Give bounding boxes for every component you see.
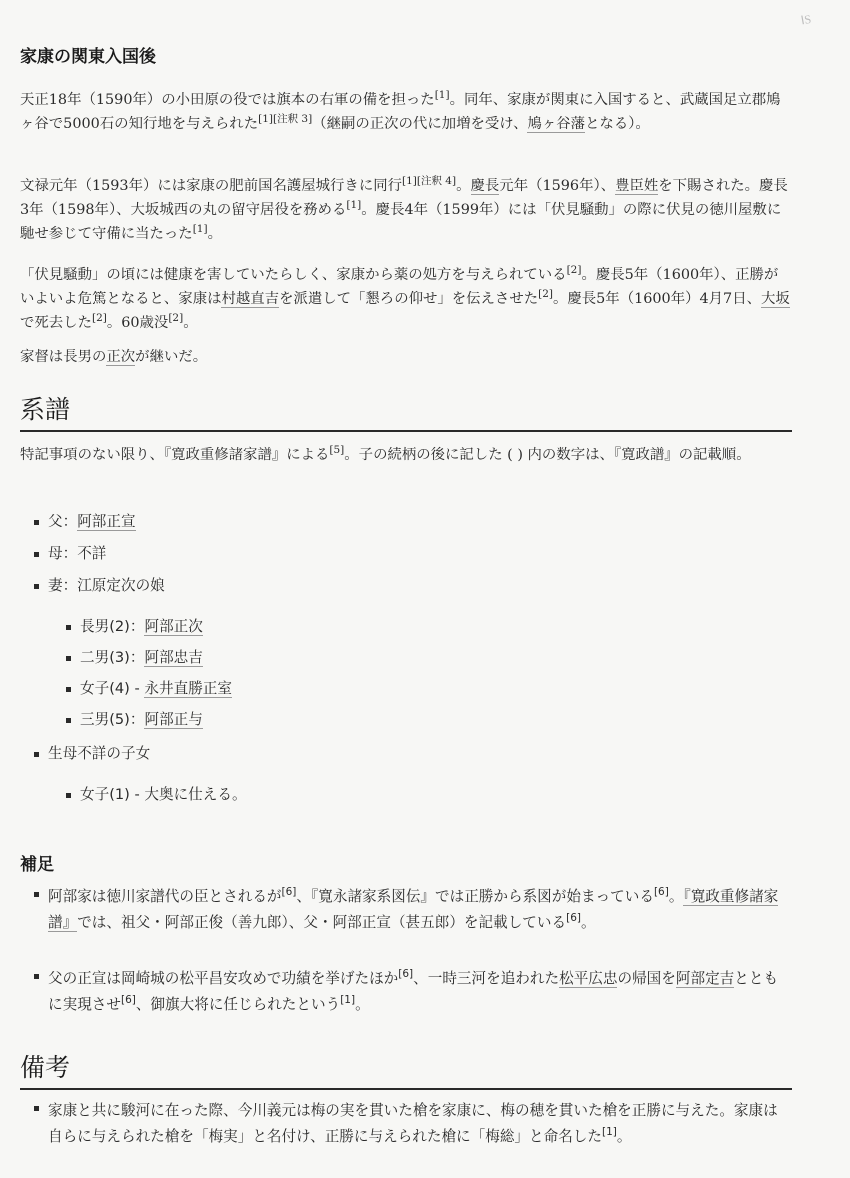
- reference-link[interactable]: [1]: [434, 89, 450, 101]
- bullet: [66, 687, 71, 692]
- reference-link[interactable]: [1][注釈 4]: [402, 175, 457, 187]
- bullet: [34, 552, 39, 557]
- lineage-other-children: 生母不詳の子女: [48, 744, 150, 764]
- bullet: [66, 625, 71, 630]
- reference-link[interactable]: [1]: [192, 223, 208, 235]
- link-keicho[interactable]: 慶長: [470, 178, 500, 194]
- page-corner-scribble: ⅠS: [799, 11, 813, 28]
- lineage-father: 父：阿部正宣: [48, 512, 136, 532]
- bullet: [34, 974, 39, 979]
- bullet: [34, 584, 39, 589]
- bullet: [34, 520, 39, 525]
- paragraph-lineage-intro: 特記事項のない限り、『寛政重修諸家譜』による[5]。子の続柄の後に記した ( ) 内の数字は、『寛政譜』の記載順。: [20, 444, 751, 463]
- bullet: [66, 718, 71, 723]
- reference-link[interactable]: [6]: [653, 886, 669, 898]
- paragraph-fushimi: 「伏見騒動」の頃には健康を害していたらしく、家康から薬の処方を与えられている[2]。慶長5年（1600年）、正勝がいよいよ危篤となると、家康は村越直吉を派遣して「懇ろの仰せ」を伝えさせた[2]。慶長5年（1600年）4月7日、大坂で死去した[2]。60歳没[2]。: [20, 264, 790, 331]
- link-abe-masatsugu[interactable]: 阿部正次: [144, 618, 203, 635]
- child-item: 二男(3)：阿部忠吉: [80, 648, 203, 668]
- supplement-item: 父の正宣は岡崎城の松平昌安攻めで功績を挙げたほか[6]、一時三河を追われた松平広忠の帰国を阿部定吉とともに実現させ[6]、御旗大将に任じられたという[1]。: [48, 966, 788, 1018]
- paragraph-odawara: 天正18年（1590年）の小田原の役では旗本の右軍の備を担った[1]。同年、家康が関東に入国すると、武蔵国足立郡鳩ヶ谷で5000石の知行地を与えられた[1][注釈 3]（継嗣の正次の代に加増を受け、鳩ヶ谷藩となる）。: [20, 89, 781, 132]
- reference-link[interactable]: [1]: [601, 1126, 617, 1138]
- bullet: [34, 752, 39, 757]
- reference-link[interactable]: [6]: [120, 994, 136, 1006]
- link-toyotomi-sei[interactable]: 豊臣姓: [615, 178, 659, 194]
- section-heading-supplement: 補足: [20, 855, 54, 875]
- reference-link[interactable]: [5]: [329, 444, 345, 456]
- paragraph-succession: 家督は長男の正次が継いだ。: [20, 349, 208, 365]
- link-murakoshi-naoyoshi[interactable]: 村越直吉: [221, 291, 280, 307]
- link-abe-tadayoshi[interactable]: 阿部忠吉: [144, 649, 203, 666]
- bullet: [34, 892, 39, 897]
- reference-link[interactable]: [2]: [91, 312, 107, 324]
- link-kansei-choshu-shokafu[interactable]: 『寛政重修諸家譜』: [48, 888, 779, 931]
- child-item: 三男(5)：阿部正与: [80, 710, 203, 730]
- reference-link[interactable]: [6]: [566, 912, 581, 924]
- link-hatogaya-han[interactable]: 鳩ヶ谷藩: [527, 116, 586, 132]
- lineage-wife: 妻：江原定次の娘: [48, 576, 165, 596]
- link-osaka[interactable]: 大坂: [760, 291, 790, 307]
- link-abe-sadayoshi[interactable]: 阿部定吉: [675, 970, 735, 987]
- reference-link[interactable]: [2]: [168, 312, 184, 324]
- bullet: [34, 1106, 39, 1111]
- link-masatsugu[interactable]: 正次: [106, 349, 136, 365]
- link-abe-masayo[interactable]: 阿部正与: [144, 711, 203, 728]
- reference-link[interactable]: [2]: [538, 288, 553, 300]
- link-matsudaira-hirotada[interactable]: 松平広忠: [559, 970, 618, 987]
- link-abe-masanobu[interactable]: 阿部正宣: [77, 513, 136, 530]
- child-item: 長男(2)：阿部正次: [80, 617, 203, 637]
- supplement-item: 阿部家は徳川家譜代の臣とされるが[6]、『寛永諸家系図伝』では正勝から系図が始まっている[6]。『寛政重修諸家譜』では、祖父・阿部正俊（善九郎）、父・阿部正宣（甚五郎）を記載している[6]。: [48, 884, 788, 936]
- bullet: [66, 656, 71, 661]
- child-item: 女子(1) - 大奥に仕える。: [80, 785, 247, 805]
- reference-link[interactable]: [1]: [340, 994, 356, 1006]
- remarks-item: 家康と共に駿河に在った際、今川義元は梅の実を貫いた槍を家康に、梅の穂を貫いた槍を正勝に与えた。家康は自らに与えられた槍を「梅実」と名付け、正勝に与えられた槍に「梅総」と命名した[1]。: [48, 1098, 788, 1150]
- reference-link[interactable]: [2]: [566, 264, 582, 276]
- section-heading-lineage: 系譜: [20, 390, 792, 432]
- child-item: 女子(4) - 永井直勝正室: [80, 679, 232, 699]
- section-heading-remarks: 備考: [20, 1048, 792, 1090]
- paragraph-nagoya: 文禄元年（1593年）には家康の肥前国名護屋城行きに同行[1][注釈 4]。慶長元年（1596年）、豊臣姓を下賜された。慶長3年（1598年）、大坂城西の丸の留守居役を務める[1]。慶長4年（1599年）には「伏見騒動」の際に伏見の徳川屋敷に馳せ参じて守備に当たった[1]。: [20, 175, 788, 242]
- bullet: [66, 793, 71, 798]
- reference-link[interactable]: [6]: [281, 886, 297, 898]
- lineage-mother: 母：不詳: [48, 544, 106, 564]
- link-nagai-naokatsu-wife[interactable]: 永井直勝正室: [144, 680, 232, 697]
- section-heading-kanto: 家康の関東入国後: [20, 47, 156, 67]
- reference-link[interactable]: [6]: [398, 968, 414, 980]
- reference-link[interactable]: [1][注釈 3]: [258, 113, 313, 125]
- reference-link[interactable]: [1]: [346, 199, 362, 211]
